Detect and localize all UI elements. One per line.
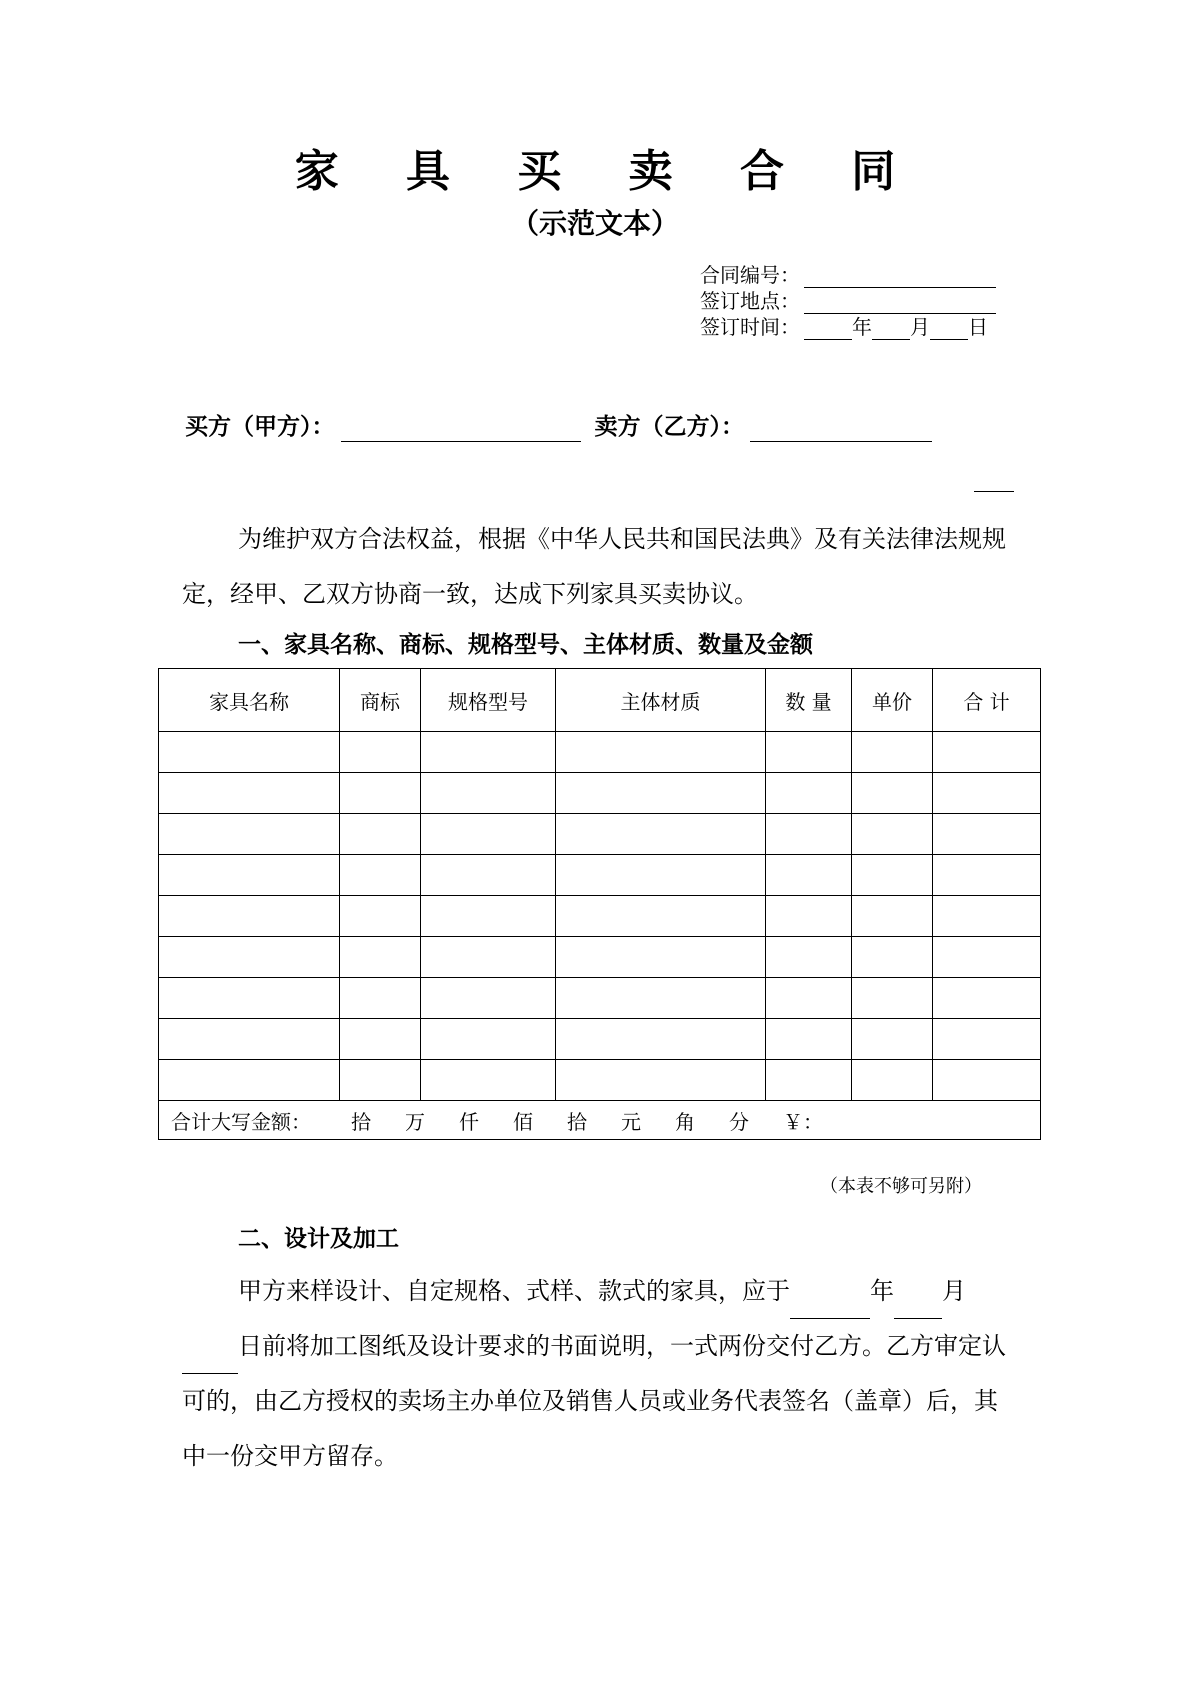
deadline-year-label: 年 (870, 1277, 894, 1305)
table-cell[interactable] (766, 1060, 852, 1101)
table-row (159, 1019, 1041, 1060)
sign-month-field[interactable] (872, 319, 910, 340)
table-cell[interactable] (852, 1019, 933, 1060)
table-row (159, 732, 1041, 773)
sign-day-field[interactable] (930, 319, 968, 340)
table-cell[interactable] (556, 773, 766, 814)
table-cell[interactable] (556, 1019, 766, 1060)
table-cell[interactable] (159, 732, 340, 773)
total-amount-cell[interactable] (159, 1101, 1041, 1140)
table-cell[interactable] (556, 855, 766, 896)
table-cell[interactable] (421, 1060, 556, 1101)
table-cell[interactable] (159, 937, 340, 978)
deadline-month-label: 月 (942, 1277, 966, 1305)
table-cell[interactable] (852, 896, 933, 937)
table-note: （本表不够可另附） (820, 1176, 982, 1197)
contract-number-row (700, 262, 996, 288)
table-cell[interactable] (933, 732, 1041, 773)
table-cell[interactable] (852, 732, 933, 773)
table-row (159, 937, 1041, 978)
column-header-quantity: 数 量 (766, 669, 852, 732)
deadline-month-field-start[interactable] (894, 1298, 906, 1319)
table-cell[interactable] (852, 937, 933, 978)
table-cell[interactable] (766, 814, 852, 855)
table-cell[interactable] (421, 896, 556, 937)
table-cell[interactable] (421, 978, 556, 1019)
column-header-unit-price: 单价 (852, 669, 933, 732)
table-cell[interactable] (933, 855, 1041, 896)
table-cell[interactable] (340, 978, 421, 1019)
preamble-paragraph: 为维护双方合法权益，根据《中华人民共和国民法典》及有关法律法规规定，经甲、乙双方协商一致，达成下列家具买卖协议。 (182, 525, 1006, 608)
table-cell[interactable] (933, 1019, 1041, 1060)
unit-qian: 仟 (459, 1109, 479, 1134)
section2-text-part2: 日前将加工图纸及设计要求的书面说明，一式两份交付乙方。乙方审定认可的，由乙方授权的卖场主办单位及销售人员或业务代表签名（盖章）后，其中一份交甲方留存。 (182, 1332, 1006, 1470)
table-row (159, 855, 1041, 896)
section2-heading: 二、设计及加工 (238, 1226, 399, 1252)
section1-heading: 一、家具名称、商标、规格型号、主体材质、数量及金额 (238, 632, 813, 658)
furniture-table (158, 668, 1041, 1140)
total-amount-label: 合计大写金额： (171, 1109, 311, 1134)
table-cell[interactable] (421, 732, 556, 773)
unit-fen: 分 (729, 1109, 749, 1134)
table-cell[interactable] (340, 896, 421, 937)
table-cell[interactable] (556, 814, 766, 855)
sign-time-row (700, 314, 988, 340)
document-title: 家 具 买 卖 合 同 (294, 146, 922, 197)
sign-year-label: 年 (852, 315, 872, 339)
table-cell[interactable] (556, 732, 766, 773)
document-subtitle: （示范文本） (510, 207, 679, 240)
unit-jiao: 角 (675, 1109, 695, 1134)
unit-yuan: 元 (621, 1109, 641, 1134)
table-cell[interactable] (933, 937, 1041, 978)
table-row (159, 1060, 1041, 1101)
table-cell[interactable] (159, 773, 340, 814)
unit-shi: 拾 (567, 1109, 587, 1134)
table-cell[interactable] (766, 1019, 852, 1060)
sign-year-field[interactable] (804, 319, 852, 340)
contract-number-label: 合同编号： (700, 263, 800, 287)
table-cell[interactable] (766, 978, 852, 1019)
table-cell[interactable] (933, 1060, 1041, 1101)
table-cell[interactable] (340, 1060, 421, 1101)
table-cell[interactable] (766, 937, 852, 978)
table-cell[interactable] (556, 1060, 766, 1101)
table-cell[interactable] (340, 855, 421, 896)
sign-place-field[interactable] (804, 291, 996, 314)
contract-number-field[interactable] (804, 265, 996, 288)
unit-shi-wan: 拾 (351, 1109, 371, 1134)
column-header-model: 规格型号 (421, 669, 556, 732)
table-row (159, 978, 1041, 1019)
table-cell[interactable] (556, 896, 766, 937)
deadline-month-field[interactable] (906, 1298, 942, 1319)
table-cell[interactable] (766, 732, 852, 773)
section2-paragraph (182, 1264, 1014, 1484)
table-header-row (159, 669, 1041, 732)
buyer-field[interactable] (341, 415, 581, 442)
section2-text-part1: 甲方来样设计、自定规格、式样、款式的家具，应于 (238, 1277, 790, 1305)
column-header-material: 主体材质 (556, 669, 766, 732)
table-cell[interactable] (421, 855, 556, 896)
table-cell[interactable] (766, 855, 852, 896)
parties-row (185, 412, 932, 442)
buyer-label: 买方（甲方）： (185, 414, 335, 440)
table-cell[interactable] (159, 978, 340, 1019)
unit-bai: 佰 (513, 1109, 533, 1134)
sign-time-label: 签订时间： (700, 315, 800, 339)
table-cell[interactable] (852, 978, 933, 1019)
table-cell[interactable] (340, 1019, 421, 1060)
deadline-year-field[interactable] (790, 1298, 870, 1319)
table-cell[interactable] (159, 896, 340, 937)
column-header-brand: 商标 (340, 669, 421, 732)
table-cell[interactable] (933, 896, 1041, 937)
table-cell[interactable] (421, 937, 556, 978)
table-cell[interactable] (340, 732, 421, 773)
table-cell[interactable] (933, 814, 1041, 855)
sign-place-row (700, 288, 996, 314)
table-cell[interactable] (340, 773, 421, 814)
column-header-name: 家具名称 (159, 669, 340, 732)
table-cell[interactable] (766, 896, 852, 937)
table-cell[interactable] (340, 937, 421, 978)
table-cell[interactable] (852, 773, 933, 814)
table-cell[interactable] (933, 773, 1041, 814)
table-cell[interactable] (556, 937, 766, 978)
table-cell[interactable] (933, 978, 1041, 1019)
table-cell[interactable] (340, 814, 421, 855)
table-cell[interactable] (766, 773, 852, 814)
table-cell[interactable] (421, 814, 556, 855)
seller-label: 卖方（乙方）： (594, 414, 744, 440)
currency-symbol: ￥： (783, 1109, 823, 1134)
seller-field-continuation (974, 491, 1014, 492)
seller-field[interactable] (750, 415, 932, 442)
table-cell[interactable] (852, 814, 933, 855)
table-cell[interactable] (159, 1060, 340, 1101)
table-cell[interactable] (159, 1019, 340, 1060)
table-cell[interactable] (159, 814, 340, 855)
table-row (159, 896, 1041, 937)
table-cell[interactable] (421, 1019, 556, 1060)
sign-place-label: 签订地点： (700, 289, 800, 313)
sign-month-label: 月 (910, 315, 930, 339)
deadline-day-field[interactable] (182, 1353, 238, 1374)
table-cell[interactable] (159, 855, 340, 896)
table-cell[interactable] (852, 1060, 933, 1101)
table-cell[interactable] (421, 773, 556, 814)
sign-day-label: 日 (968, 315, 988, 339)
unit-wan: 万 (405, 1109, 425, 1134)
column-header-total: 合 计 (933, 669, 1041, 732)
total-row (159, 1101, 1041, 1140)
table-row (159, 814, 1041, 855)
table-row (159, 773, 1041, 814)
table-cell[interactable] (556, 978, 766, 1019)
table-cell[interactable] (852, 855, 933, 896)
